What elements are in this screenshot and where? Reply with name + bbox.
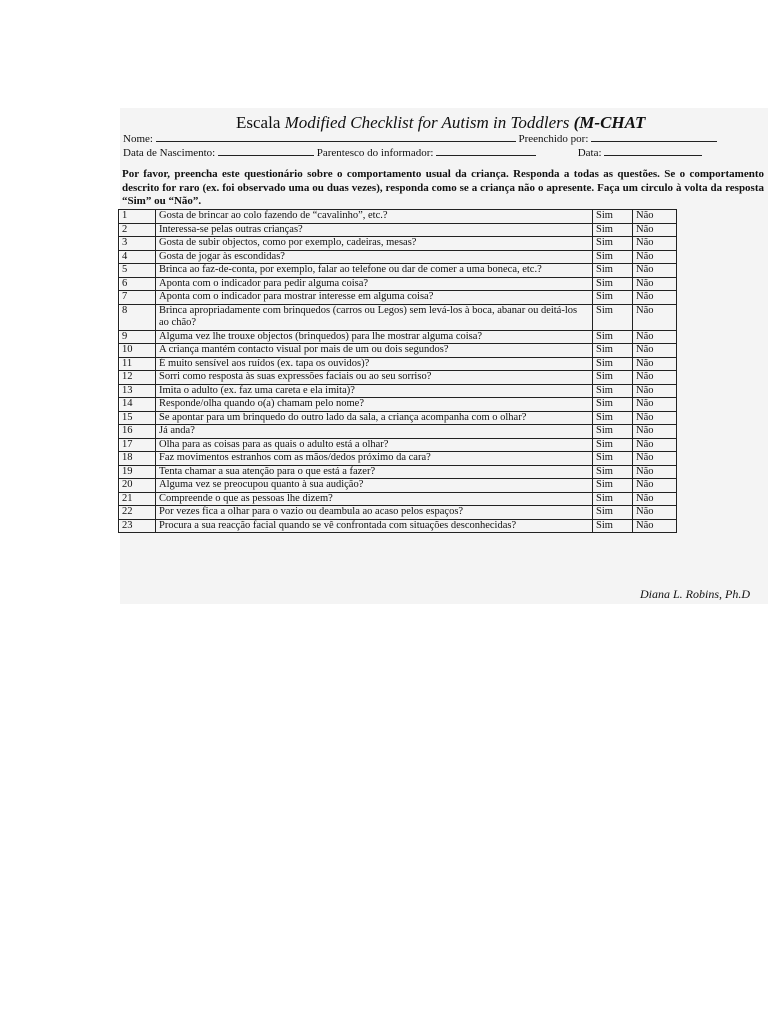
question-row [119, 291, 677, 305]
preenchido-field[interactable] [591, 131, 717, 142]
question-row [119, 438, 677, 452]
answer-sim[interactable]: Sim [593, 519, 633, 533]
data-nascimento-label: Data de Nascimento: [123, 147, 216, 159]
question-text: Tenta chamar a sua atenção para o que está a fazer? [156, 465, 593, 479]
question-row [119, 398, 677, 412]
answer-sim[interactable]: Sim [593, 237, 633, 251]
question-row [119, 264, 677, 278]
question-text: Por vezes fica a olhar para o vazio ou deambula ao acaso pelos espaços? [156, 506, 593, 520]
question-number: 19 [119, 465, 156, 479]
question-number: 11 [119, 357, 156, 371]
answer-sim[interactable]: Sim [593, 277, 633, 291]
answer-nao[interactable]: Não [633, 344, 677, 358]
answer-sim[interactable]: Sim [593, 264, 633, 278]
question-row [119, 425, 677, 439]
answer-sim[interactable]: Sim [593, 465, 633, 479]
question-row [119, 250, 677, 264]
answer-nao[interactable]: Não [633, 465, 677, 479]
question-number: 2 [119, 223, 156, 237]
data-field[interactable] [604, 145, 702, 156]
answer-sim[interactable]: Sim [593, 344, 633, 358]
answer-nao[interactable]: Não [633, 291, 677, 305]
question-text: Aponta com o indicador para pedir alguma coisa? [156, 277, 593, 291]
question-number: 1 [119, 210, 156, 224]
question-number: 10 [119, 344, 156, 358]
answer-nao[interactable]: Não [633, 452, 677, 466]
question-row [119, 344, 677, 358]
question-text: Imita o adulto (ex. faz uma careta e ela imita)? [156, 384, 593, 398]
answer-nao[interactable]: Não [633, 384, 677, 398]
question-text: Alguma vez se preocupou quanto à sua audição? [156, 479, 593, 493]
answer-sim[interactable]: Sim [593, 210, 633, 224]
question-number: 21 [119, 492, 156, 506]
answer-nao[interactable]: Não [633, 425, 677, 439]
data-nascimento-field[interactable] [218, 145, 314, 156]
question-number: 23 [119, 519, 156, 533]
question-row [119, 465, 677, 479]
question-text: Procura a sua reacção facial quando se vê confrontada com situações desconhecidas? [156, 519, 593, 533]
question-row [119, 519, 677, 533]
question-number: 7 [119, 291, 156, 305]
question-number: 16 [119, 425, 156, 439]
question-text: Brinca apropriadamente com brinquedos (carros ou Legos) sem levá-los à boca, abanar ou deitá-los ao chão? [156, 304, 593, 330]
question-text: Olha para as coisas para as quais o adulto está a olhar? [156, 438, 593, 452]
answer-nao[interactable]: Não [633, 277, 677, 291]
answer-sim[interactable]: Sim [593, 479, 633, 493]
data-label: Data: [577, 147, 602, 159]
question-row [119, 237, 677, 251]
questions-table [118, 209, 677, 533]
answer-nao[interactable]: Não [633, 357, 677, 371]
answer-nao[interactable]: Não [633, 250, 677, 264]
question-text: Faz movimentos estranhos com as mãos/dedos próximo da cara? [156, 452, 593, 466]
answer-nao[interactable]: Não [633, 398, 677, 412]
answer-nao[interactable]: Não [633, 237, 677, 251]
question-row [119, 304, 677, 330]
question-row [119, 277, 677, 291]
answer-nao[interactable]: Não [633, 492, 677, 506]
answer-sim[interactable]: Sim [593, 357, 633, 371]
parentesco-field[interactable] [436, 145, 536, 156]
answer-nao[interactable]: Não [633, 264, 677, 278]
question-number: 17 [119, 438, 156, 452]
question-number: 4 [119, 250, 156, 264]
question-number: 15 [119, 411, 156, 425]
page-title: Escala Modified Checklist for Autism in Toddlers (M-CHAT [236, 113, 646, 132]
answer-nao[interactable]: Não [633, 438, 677, 452]
question-text: Gosta de brincar ao colo fazendo de “cavalinho”, etc.? [156, 210, 593, 224]
answer-nao[interactable]: Não [633, 371, 677, 385]
question-number: 20 [119, 479, 156, 493]
answer-sim[interactable]: Sim [593, 384, 633, 398]
question-row [119, 479, 677, 493]
answer-sim[interactable]: Sim [593, 438, 633, 452]
question-number: 12 [119, 371, 156, 385]
answer-nao[interactable]: Não [633, 519, 677, 533]
answer-sim[interactable]: Sim [593, 330, 633, 344]
question-row [119, 223, 677, 237]
question-number: 13 [119, 384, 156, 398]
question-text: Brinca ao faz-de-conta, por exemplo, falar ao telefone ou dar de comer a uma boneca, etc.? [156, 264, 593, 278]
question-number: 9 [119, 330, 156, 344]
answer-sim[interactable]: Sim [593, 425, 633, 439]
question-text: Já anda? [156, 425, 593, 439]
question-row [119, 506, 677, 520]
question-row [119, 452, 677, 466]
answer-sim[interactable]: Sim [593, 492, 633, 506]
question-text: Aponta com o indicador para mostrar interesse em alguma coisa? [156, 291, 593, 305]
question-number: 3 [119, 237, 156, 251]
question-row [119, 330, 677, 344]
question-text: Gosta de subir objectos, como por exemplo, cadeiras, mesas? [156, 237, 593, 251]
question-number: 5 [119, 264, 156, 278]
preenchido-label: Preenchido por: [518, 133, 589, 145]
answer-sim[interactable]: Sim [593, 223, 633, 237]
answer-sim[interactable]: Sim [593, 452, 633, 466]
answer-sim[interactable]: Sim [593, 371, 633, 385]
answer-nao[interactable]: Não [633, 506, 677, 520]
question-row [119, 210, 677, 224]
question-number: 14 [119, 398, 156, 412]
question-row [119, 384, 677, 398]
question-text: Sorri como resposta às suas expressões faciais ou ao seu sorriso? [156, 371, 593, 385]
question-text: Interessa-se pelas outras crianças? [156, 223, 593, 237]
question-text: Alguma vez lhe trouxe objectos (brinquedos) para lhe mostrar alguma coisa? [156, 330, 593, 344]
question-text: Compreende o que as pessoas lhe dizem? [156, 492, 593, 506]
answer-sim[interactable]: Sim [593, 411, 633, 425]
name-row [123, 131, 717, 145]
answer-nao[interactable]: Não [633, 330, 677, 344]
answer-sim[interactable]: Sim [593, 304, 633, 330]
question-number: 8 [119, 304, 156, 330]
answer-nao[interactable]: Não [633, 304, 677, 330]
question-text: É muito sensível aos ruídos (ex. tapa os ouvidos)? [156, 357, 593, 371]
instructions-text: Por favor, preencha este questionário sobre o comportamento usual da criança. Responda a todas as questões. Se o comportamento descrito for raro (ex. foi observado uma ou duas vezes), responda como se a criança não o apresente. Faça um circulo à volta da resposta “Sim” ou “Não”. [122, 168, 764, 207]
question-text: Se apontar para um brinquedo do outro lado da sala, a criança acompanha com o olhar? [156, 411, 593, 425]
birth-row [123, 145, 702, 159]
question-number: 18 [119, 452, 156, 466]
question-row [119, 492, 677, 506]
answer-sim[interactable]: Sim [593, 398, 633, 412]
question-row [119, 411, 677, 425]
author-signature: Diana L. Robins, Ph.D [640, 587, 751, 601]
question-text: Responde/olha quando o(a) chamam pelo nome? [156, 398, 593, 412]
answer-nao[interactable]: Não [633, 210, 677, 224]
question-row [119, 371, 677, 385]
answer-sim[interactable]: Sim [593, 506, 633, 520]
question-row [119, 357, 677, 371]
question-number: 6 [119, 277, 156, 291]
answer-nao[interactable]: Não [633, 479, 677, 493]
answer-nao[interactable]: Não [633, 223, 677, 237]
nome-label: Nome: [123, 133, 153, 145]
nome-field[interactable] [156, 131, 516, 142]
answer-nao[interactable]: Não [633, 411, 677, 425]
answer-sim[interactable]: Sim [593, 291, 633, 305]
question-number: 22 [119, 506, 156, 520]
question-text: A criança mantém contacto visual por mais de um ou dois segundos? [156, 344, 593, 358]
question-text: Gosta de jogar às escondidas? [156, 250, 593, 264]
answer-sim[interactable]: Sim [593, 250, 633, 264]
parentesco-label: Parentesco do informador: [316, 147, 434, 159]
